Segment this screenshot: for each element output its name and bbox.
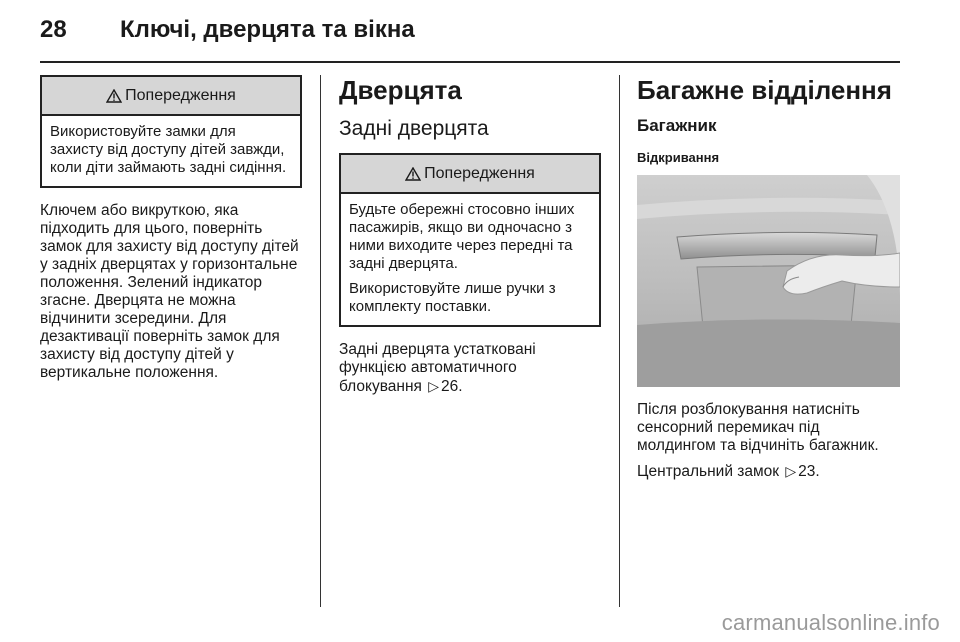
central-lock-text: Центральний замок: [637, 463, 780, 480]
page-title: Ключі, дверцята та вікна: [120, 16, 415, 43]
column-divider-2: [619, 75, 620, 607]
auto-lock-ref[interactable]: 26.: [441, 378, 463, 395]
central-lock-ref[interactable]: 23.: [798, 463, 820, 480]
warning-text-2: Використовуйте лише ручки з комплекту поставки.: [349, 280, 556, 315]
watermark: carmanualsonline.info: [721, 610, 940, 635]
auto-lock-paragraph: [339, 341, 601, 396]
warning-box: [339, 153, 601, 327]
section-heading-luggage: Багажне відділення: [637, 75, 892, 105]
column-3: [637, 75, 900, 481]
warning-triangle-icon: [405, 167, 421, 181]
column-1: [40, 75, 302, 382]
trunk-opening-paragraph: Після розблокування натисніть сенсорний перемикач під молдингом та відчиніть багажник.: [637, 401, 879, 454]
reference-arrow-icon: ▷: [785, 463, 797, 479]
subheading-rear-doors: Задні дверцята: [339, 117, 489, 140]
warning-header: [341, 155, 599, 194]
warning-box: [40, 75, 302, 188]
subsubheading-opening: Відкривання: [637, 150, 720, 165]
warning-triangle-icon: [106, 89, 122, 103]
warning-title: Попередження: [424, 164, 535, 182]
column-2: [339, 75, 601, 396]
column-divider-1: [320, 75, 321, 607]
warning-text-1: Будьте обережні стосовно інших пасажирів, якщо ви одночасно з ними виходите через передні та задні дверцята.: [349, 201, 575, 272]
warning-title: Попередження: [125, 86, 236, 104]
page-header: [40, 16, 415, 48]
central-lock-paragraph: [637, 462, 900, 481]
trunk-opening-illustration: [637, 175, 900, 387]
auto-lock-text: Задні дверцята устатковані функцією автоматичного блокування: [339, 341, 536, 395]
header-rule: [40, 61, 900, 63]
warning-body: [42, 116, 300, 186]
warning-header: [42, 77, 300, 116]
reference-arrow-icon: ▷: [428, 378, 440, 394]
trunk-opening-photo: [637, 175, 900, 387]
page-number: 28: [40, 16, 67, 43]
warning-body: [341, 194, 599, 325]
warning-text: Використовуйте замки для захисту від доступу дітей завжди, коли діти займають задні сидіння.: [50, 123, 287, 176]
section-heading-doors: Дверцята: [339, 75, 462, 105]
subheading-trunk: Багажник: [637, 116, 717, 135]
child-lock-paragraph: Ключем або викруткою, яка підходить для цього, поверніть замок для захисту від доступу дітей у задніх дверцятах у горизонтальне положення. Зелений індикатор згасне. Дверцята не можна відчинити зсередини. Для дезактивації поверніть замок для захисту від доступу дітей у вертикальне положення.: [40, 202, 299, 381]
